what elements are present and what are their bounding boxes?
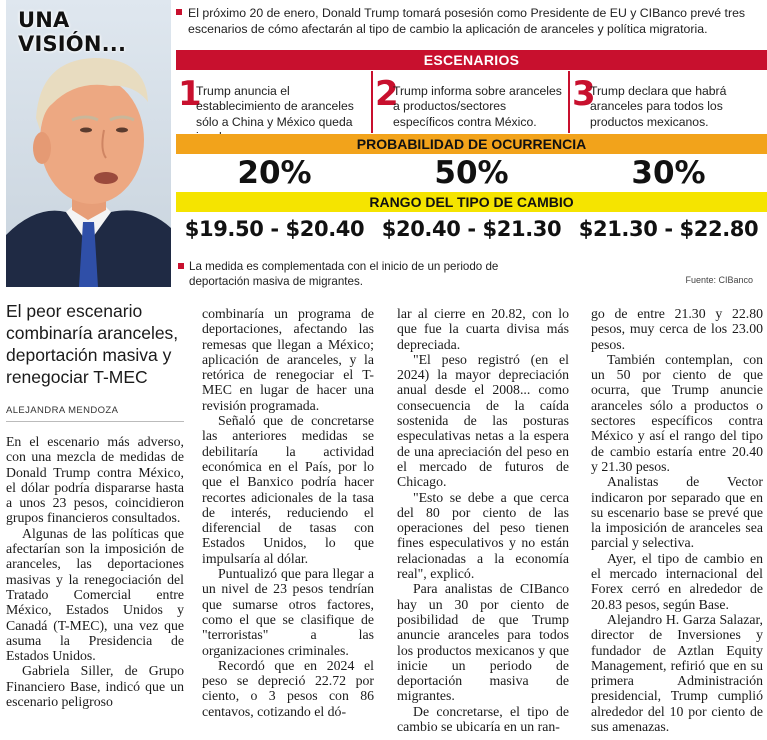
byline: ALEJANDRA MENDOZA xyxy=(6,405,119,416)
photo-title: UNA VISIÓN... xyxy=(18,8,127,56)
scenario-3 xyxy=(570,71,767,133)
scenarios-header: ESCENARIOS xyxy=(176,50,767,70)
paragraph: go de entre 21.30 y 22.80 pesos, muy cerca de los 23.00 pesos. xyxy=(591,306,763,352)
infographic xyxy=(0,0,767,290)
range-row xyxy=(176,213,767,245)
paragraph: Gabriela Siller, de Grupo Financiero Base, indicó que un escenario peligroso xyxy=(6,663,184,710)
paragraph: Ayer, el tipo de cambio en el mercado internacional del Forex cerró en alrededor de 20.83 pesos, según Base. xyxy=(591,550,763,612)
range-value: $21.30 - $22.80 xyxy=(578,217,759,241)
scenario-text: Trump declara que habrá aranceles para todos los productos mexicanos. xyxy=(590,84,727,129)
divider xyxy=(6,421,184,422)
source-credit: Fuente: CIBanco xyxy=(685,275,753,285)
intro-text: El próximo 20 de enero, Donald Trump tomará posesión como Presidente de EU y CIBanco prevé tres escenarios de cómo afectarán al tipo de cambio la aplicación de aranceles y política migratoria. xyxy=(176,6,761,37)
probability-value: 30% xyxy=(631,155,706,191)
paragraph: lar al cierre en 20.82, con lo que fue la cuarta divisa más depreciada. xyxy=(397,306,569,352)
paragraph: Señaló que de concretarse las anteriores medidas se debilitaría la actividad económica en el País, por lo que el Banxico podría hacer recortes adicionales de la tasa de interés, reduciendo el diferencial de tasas con Estados Unidos, lo que impulsaría al dólar. xyxy=(202,413,374,566)
article-column-4 xyxy=(591,306,763,734)
scenario-2 xyxy=(373,71,570,133)
paragraph: Algunas de las políticas que afectarían son la imposición de aranceles, las deportaciones masivas y la renegociación del Tratado Comercial entre México, Estados Unidos y Canadá (T-MEC), una vez que asuma la Presidencia de Estados Unidos. xyxy=(6,525,184,664)
probability-value: 50% xyxy=(434,155,509,191)
probability-header: PROBABILIDAD DE OCURRENCIA xyxy=(176,134,767,154)
range-value: $19.50 - $20.40 xyxy=(184,217,365,241)
portrait-photo xyxy=(6,0,171,287)
paragraph: "El peso registró (en el 2024) la mayor depreciación anual desde el 2008... como consecuencia de la caída sostenida de las posturas especulativas netas a la espera de una apreciación del peso en el mercado de futuros de Chicago. xyxy=(397,351,569,490)
paragraph: También contemplan, con un 50 por ciento de que ocurra, que Trump anuncie aranceles sólo a productos o sectores específicos contra México y así el rango del tipo de cambio estaría entre 20.40 y 21.30 pesos. xyxy=(591,351,763,474)
footnote: La medida es complementada con el inicio de un periodo de deportación masiva de migrantes. xyxy=(178,259,548,289)
paragraph: Alejandro H. Garza Salazar, director de Inversiones y fundador de Aztlan Equity Management, refirió que en su primera Administración presidencial, Trump cumplió alrededor del 10 por ciento de sus amenazas. xyxy=(591,611,763,735)
scenario-text: Trump informa sobre aranceles a productos/sectores específicos contra México. xyxy=(393,84,562,129)
article-headline: El peor escenario combinaría aranceles, deportación masiva y renegociar T-MEC xyxy=(6,301,179,387)
scenarios-row xyxy=(176,71,767,133)
scenario-number: 2 xyxy=(375,74,399,114)
probability-value: 20% xyxy=(237,155,312,191)
paragraph: De concretarse, el tipo de cambio se ubicaría en un ran- xyxy=(397,703,569,735)
article-column-2 xyxy=(202,306,374,719)
paragraph: combinaría un programa de deportaciones, afectando las remesas que llegan a México; aplicación de aranceles, y la retórica de renegociar el T-MEC en lugar de hacer una revisión programada. xyxy=(202,306,374,413)
paragraph: "Esto se debe a que cerca del 80 por ciento de las operaciones del peso tienen fines especulativos y no están relacionadas a la economía real", explicó. xyxy=(397,489,569,582)
paragraph: Analistas de Vector indicaron por separado que en su escenario base se prevé que la imposición de aranceles sea parcial y selectiva. xyxy=(591,474,763,551)
paragraph: Para analistas de CIBanco hay un 30 por ciento de posibilidad de que Trump anuncie aranceles para todos los productos mexicanos y que inicie un periodo de deportación masiva de migrantes. xyxy=(397,581,569,704)
scenario-text: Trump anuncia el establecimiento de aranceles sólo a China y México queda xyxy=(196,84,354,129)
paragraph: Puntualizó que para llegar a un nivel de 23 pesos tendrían que sumarse otros factores, como el que se clasifique de "terroristas" a las organizaciones criminales. xyxy=(202,566,374,658)
range-header: RANGO DEL TIPO DE CAMBIO xyxy=(176,192,767,212)
article-column-1 xyxy=(6,434,184,709)
range-value: $20.40 - $21.30 xyxy=(381,217,562,241)
probability-row xyxy=(176,155,767,191)
scenario-1 xyxy=(176,71,373,133)
paragraph: En el escenario más adverso, con una mezcla de medidas de Donald Trump contra México, el dólar podría dispararse hasta a unos 23 pesos, coincidieron grupos financieros consultados. xyxy=(6,434,184,526)
article-column-3 xyxy=(397,306,569,734)
scenario-number: 1 xyxy=(178,74,202,114)
scenario-number: 3 xyxy=(572,74,596,114)
paragraph: Recordó que en 2024 el peso se depreció 22.72 por ciento, o 3 pesos con 86 centavos, cotizando el dó- xyxy=(202,657,374,719)
